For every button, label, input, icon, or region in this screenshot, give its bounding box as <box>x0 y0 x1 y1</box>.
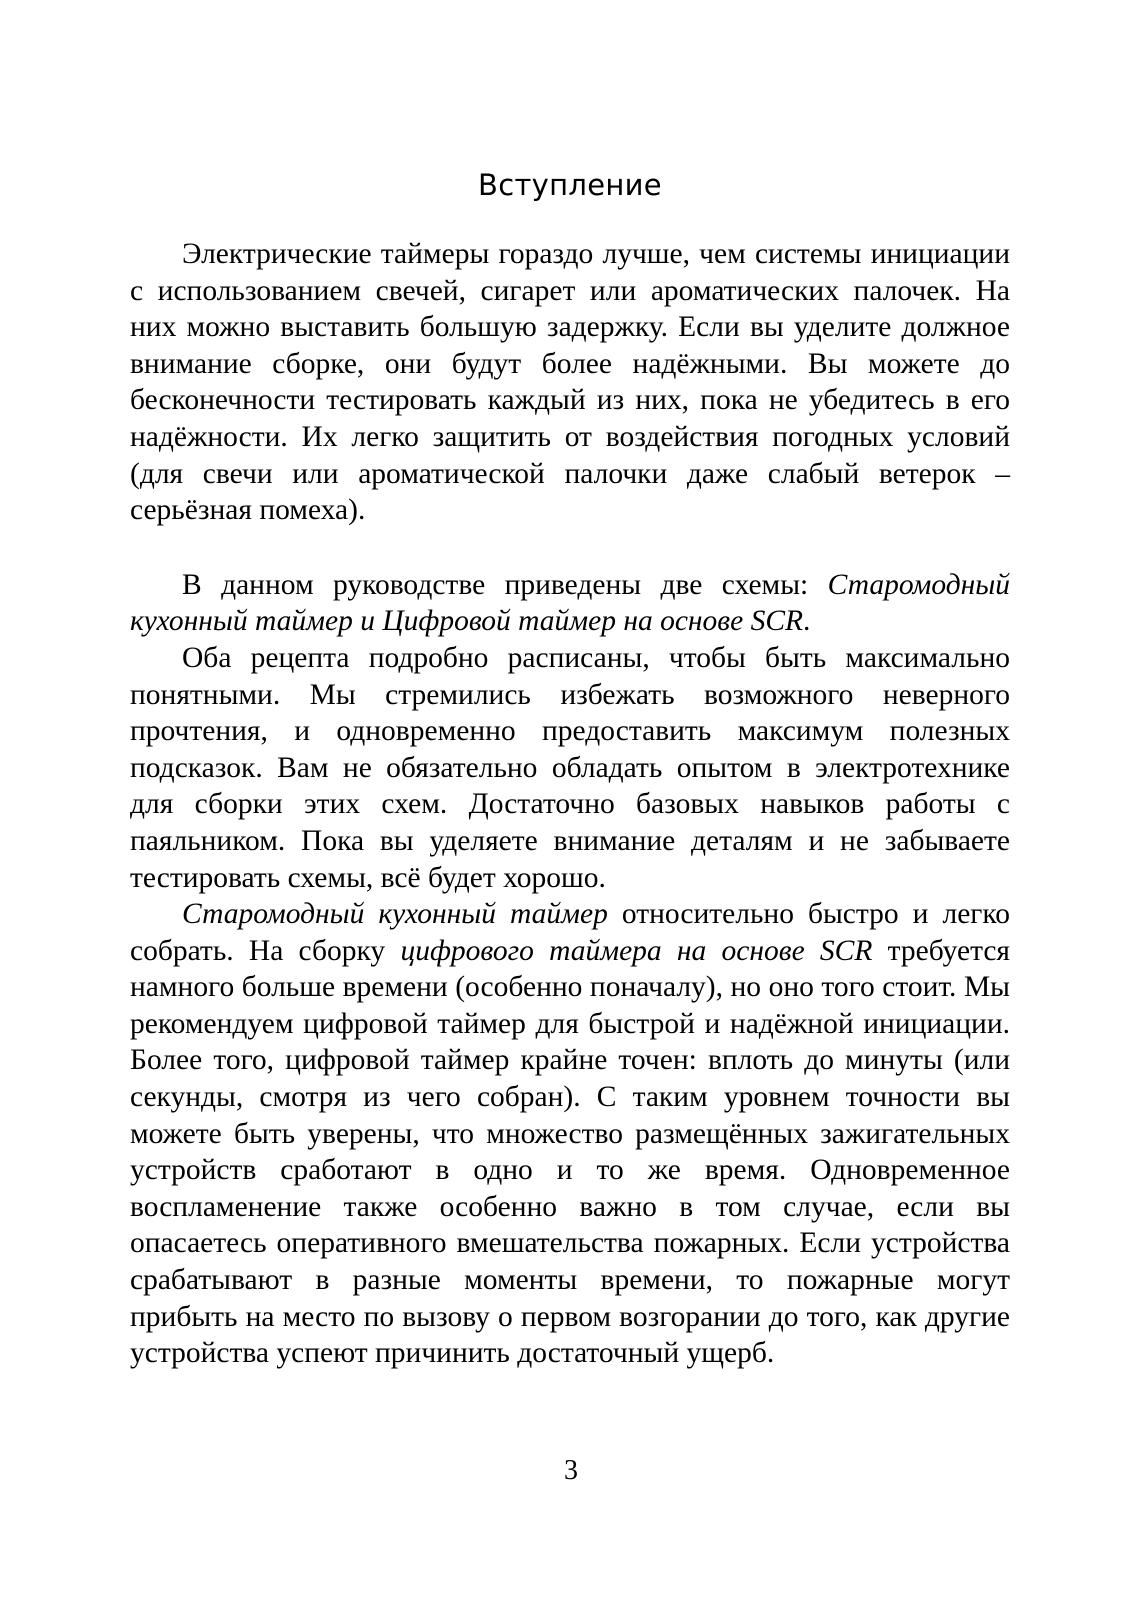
paragraph-3 <box>130 640 1010 896</box>
paragraph-1 <box>130 236 1010 529</box>
page-number: 3 <box>564 1455 578 1486</box>
emphasis-run: цифрового таймера на основе SCR <box>400 934 873 967</box>
page-text-column <box>130 168 1010 1372</box>
text-run: В данном руководстве приведены две схемы: <box>182 568 828 601</box>
paragraph-2 <box>130 567 1010 640</box>
text-run: . <box>803 605 811 638</box>
emphasis-run: Старомодный кухонный таймер и Цифровой таймер на основе SCR <box>130 568 1010 638</box>
text-run: относительно быстро и легко собрать. На сборку <box>130 898 1010 967</box>
text-run: требуется намного больше времени (особенно поначалу), но оно того стоит. Мы рекомендуем цифровой таймер для быстрой и надёжной инициации. Более того, цифровой таймер крайне точен: вплоть до минуты (или секунды, смотря из чего собран). С таким уровнем точности вы можете быть уверены, что множество размещённых зажигательных устройств сработают в одно и то же время. Одновременное воспламенение также особенно важно в том случае, если вы опасаетесь оперативного вмешательства пожарных. Если устройства срабатывают в разные моменты времени, то пожарные могут прибыть на место по вызову о первом возгорании до того, как другие устройства успеют причинить достаточный ущерб. <box>130 934 1010 1370</box>
text-run: Оба рецепта подробно расписаны, чтобы быть максимально понятными. Мы стремились избежать возможного неверного прочтения, и одновременно предоставить максимум полезных подсказок. Вам не обязательно обладать опытом в электротехнике для сборки этих схем. Достаточно базовых навыков работы с паяльником. Пока вы уделяете внимание деталям и не забываете тестировать схемы, всё будет хорошо. <box>130 641 1010 894</box>
emphasis-run: Старомодный кухонный таймер <box>182 898 608 931</box>
paragraph-4 <box>130 896 1010 1372</box>
page-title: Вступление <box>478 168 662 202</box>
text-run: Электрические таймеры гораздо лучше, чем системы инициации с использованием свечей, сигарет или ароматических палочек. На них можно выставить большую задержку. Если вы уделите должное внимание сборке, они будут более надёжными. Вы можете до бесконечности тестировать каждый из них, пока не убедитесь в его надёжности. Их легко защитить от воздействия погодных условий (для свечи или ароматической палочки даже слабый ветерок – серьёзная помеха). <box>130 238 1010 527</box>
paragraph-spacer <box>130 529 1010 567</box>
